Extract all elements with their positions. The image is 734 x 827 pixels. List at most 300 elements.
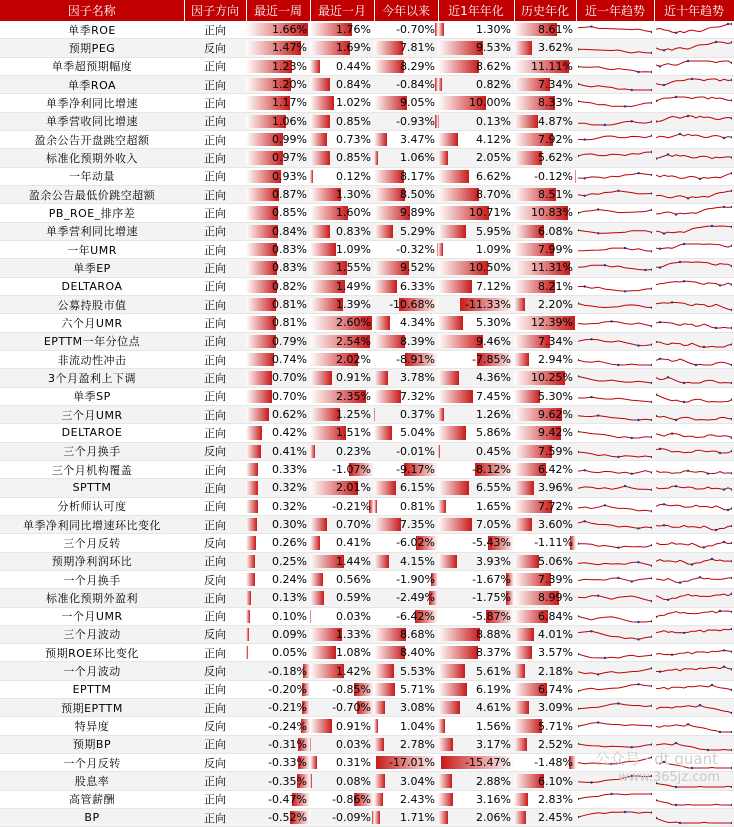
cell-y: [374, 240, 438, 258]
cell-w: [246, 277, 310, 295]
header-row: [0, 0, 734, 21]
cell-m: [310, 424, 374, 442]
value-bar: [514, 555, 539, 568]
value-bar: [310, 78, 330, 91]
cell-value: 1.65%: [476, 500, 514, 513]
cell-w: [246, 259, 310, 277]
cell-value: 6.15%: [400, 481, 438, 494]
value-bar: [438, 316, 463, 329]
cell-value: 4.61%: [476, 701, 514, 714]
cell-h: [514, 809, 576, 827]
table-row: [0, 625, 734, 643]
cell-value: 1.17%: [272, 96, 310, 109]
factor-name: 单季超预期幅度: [0, 57, 184, 75]
sparkline-1y: [576, 259, 654, 277]
table-row: [0, 204, 734, 222]
cell-h: [514, 112, 576, 130]
factor-name: DELTAROA: [0, 277, 184, 295]
sparkline-10y: [654, 369, 734, 387]
cell-value: 1.71%: [400, 811, 438, 824]
cell-m: [310, 130, 374, 148]
cell-w: [246, 662, 310, 680]
table-row: [0, 515, 734, 533]
value-bar: [438, 78, 442, 91]
sparkline-10y: [654, 277, 734, 295]
table-row: [0, 460, 734, 478]
cell-value: 8.37%: [476, 646, 514, 659]
cell-value: -0.32%: [396, 243, 438, 256]
sparkline-10y: [654, 21, 734, 39]
cell-value: 0.25%: [272, 555, 310, 568]
value-bar: [438, 793, 453, 806]
factor-name: 三个月反转: [0, 534, 184, 552]
factor-direction: 正向: [184, 314, 246, 332]
sparkline-10y: [654, 570, 734, 588]
cell-value: 2.78%: [400, 738, 438, 751]
cell-h: [514, 332, 576, 350]
cell-m: [310, 369, 374, 387]
sparkline-10y: [654, 625, 734, 643]
cell-w: [246, 21, 310, 39]
sparkline-1y: [576, 809, 654, 827]
cell-y: [374, 589, 438, 607]
cell-m: [310, 57, 374, 75]
cell-h: [514, 424, 576, 442]
cell-h: [514, 295, 576, 313]
cell-value: 8.17%: [400, 170, 438, 183]
value-bar: [374, 426, 392, 439]
sparkline-10y: [654, 809, 734, 827]
cell-value: 0.62%: [272, 408, 310, 421]
factor-name: 预期净利润环比: [0, 552, 184, 570]
cell-w: [246, 222, 310, 240]
cell-y: [374, 167, 438, 185]
cell-y1: [438, 112, 514, 130]
cell-value: 3.16%: [476, 793, 514, 806]
factor-name: 预期EPTTM: [0, 699, 184, 717]
cell-w: [246, 699, 310, 717]
cell-value: 5.86%: [476, 426, 514, 439]
table-row: [0, 570, 734, 588]
value-bar: [246, 445, 261, 458]
cell-h: [514, 21, 576, 39]
cell-y: [374, 112, 438, 130]
cell-m: [310, 259, 374, 277]
cell-value: 0.10%: [272, 610, 310, 623]
cell-m: [310, 75, 374, 93]
factor-direction: 正向: [184, 277, 246, 295]
value-bar: [310, 225, 330, 238]
cell-value: 6.42%: [538, 463, 576, 476]
value-bar: [310, 445, 315, 458]
value-bar: [246, 555, 255, 568]
value-bar: [514, 390, 540, 403]
sparkline-10y: [654, 552, 734, 570]
table-row: [0, 809, 734, 827]
cell-w: [246, 314, 310, 332]
cell-h: [514, 167, 576, 185]
sparkline-10y: [654, 607, 734, 625]
cell-value: 1.04%: [400, 720, 438, 733]
factor-name: EPTTM一年分位点: [0, 332, 184, 350]
cell-m: [310, 39, 374, 57]
cell-m: [310, 222, 374, 240]
cell-m: [310, 387, 374, 405]
cell-w: [246, 790, 310, 808]
cell-y: [374, 442, 438, 460]
table-row: [0, 552, 734, 570]
cell-y1: [438, 552, 514, 570]
factor-direction: 正向: [184, 589, 246, 607]
table-row: [0, 534, 734, 552]
cell-y1: [438, 277, 514, 295]
cell-value: 0.42%: [272, 426, 310, 439]
cell-value: 0.85%: [272, 206, 310, 219]
value-bar: [438, 774, 452, 787]
cell-y1: [438, 405, 514, 423]
cell-value: 9.89%: [400, 206, 438, 219]
table-body: [0, 21, 734, 827]
cell-m: [310, 149, 374, 167]
cell-y: [374, 699, 438, 717]
cell-y: [374, 94, 438, 112]
cell-value: 5.06%: [538, 555, 576, 568]
cell-y1: [438, 479, 514, 497]
cell-value: -0.84%: [396, 78, 438, 91]
cell-value: 10.50%: [469, 261, 514, 274]
cell-value: 3.60%: [538, 518, 576, 531]
cell-m: [310, 277, 374, 295]
cell-value: 7.45%: [476, 390, 514, 403]
factor-direction: 正向: [184, 790, 246, 808]
value-bar: [514, 811, 526, 824]
table-row: [0, 424, 734, 442]
cell-m: [310, 570, 374, 588]
table-row: [0, 589, 734, 607]
cell-y1: [438, 424, 514, 442]
cell-w: [246, 57, 310, 75]
cell-w: [246, 589, 310, 607]
sparkline-10y: [654, 644, 734, 662]
cell-h: [514, 75, 576, 93]
value-bar: [514, 738, 527, 751]
cell-value: 8.68%: [400, 628, 438, 641]
cell-value: -7.85%: [472, 353, 514, 366]
factor-direction: 反向: [184, 442, 246, 460]
cell-h: [514, 442, 576, 460]
value-bar: [514, 298, 525, 311]
cell-value: -0.20%: [268, 683, 310, 696]
cell-y1: [438, 167, 514, 185]
sparkline-1y: [576, 717, 654, 735]
sparkline-1y: [576, 589, 654, 607]
cell-h: [514, 735, 576, 753]
value-bar: [310, 518, 327, 531]
factor-name: DELTAROE: [0, 424, 184, 442]
sparkline-1y: [576, 625, 654, 643]
factor-name: 特异度: [0, 717, 184, 735]
factor-direction: 正向: [184, 204, 246, 222]
cell-w: [246, 387, 310, 405]
value-bar: [310, 756, 317, 769]
cell-value: 2.18%: [538, 665, 576, 678]
cell-value: 2.06%: [476, 811, 514, 824]
value-bar: [310, 170, 313, 183]
cell-value: 1.44%: [336, 555, 374, 568]
cell-value: -0.12%: [534, 170, 576, 183]
cell-value: -0.21%: [268, 701, 310, 714]
value-bar: [310, 774, 312, 787]
cell-value: 0.45%: [476, 445, 514, 458]
cell-value: 0.03%: [336, 738, 374, 751]
sparkline-1y: [576, 552, 654, 570]
cell-value: 0.84%: [336, 78, 374, 91]
cell-w: [246, 405, 310, 423]
table-row: [0, 717, 734, 735]
cell-w: [246, 680, 310, 698]
header-10y-trend: 近十年趋势: [654, 0, 734, 21]
cell-y1: [438, 790, 514, 808]
factor-name: 三个月机构覆盖: [0, 460, 184, 478]
factor-name: 单季ROE: [0, 21, 184, 39]
header-last-week: 最近一周: [246, 0, 310, 21]
cell-value: 0.87%: [272, 188, 310, 201]
sparkline-1y: [576, 479, 654, 497]
factor-direction: 正向: [184, 479, 246, 497]
value-bar: [310, 133, 327, 146]
factor-name: 单季净利同比增速环比变化: [0, 515, 184, 533]
cell-h: [514, 405, 576, 423]
cell-value: 11.31%: [531, 261, 576, 274]
cell-y1: [438, 369, 514, 387]
sparkline-10y: [654, 185, 734, 203]
value-bar: [310, 610, 311, 623]
cell-value: 7.34%: [538, 335, 576, 348]
value-bar: [310, 60, 320, 73]
cell-value: 2.94%: [538, 353, 576, 366]
sparkline-1y: [576, 442, 654, 460]
sparkline-10y: [654, 94, 734, 112]
table-row: [0, 680, 734, 698]
watermark-account: 公众号 · dt quant: [595, 748, 718, 769]
sparkline-10y: [654, 387, 734, 405]
cell-h: [514, 57, 576, 75]
cell-value: 1.60%: [336, 206, 374, 219]
cell-value: 0.79%: [272, 335, 310, 348]
sparkline-10y: [654, 149, 734, 167]
value-bar: [310, 151, 330, 164]
cell-value: -6.02%: [396, 536, 438, 549]
value-bar: [514, 628, 534, 641]
value-bar: [374, 701, 385, 714]
cell-m: [310, 442, 374, 460]
factor-direction: 正向: [184, 240, 246, 258]
value-bar: [438, 60, 479, 73]
cell-h: [514, 772, 576, 790]
value-bar: [246, 426, 262, 439]
cell-m: [310, 607, 374, 625]
header-1y-annualized: 近1年年化: [438, 0, 514, 21]
cell-value: -0.33%: [268, 756, 310, 769]
cell-value: -1.11%: [534, 536, 576, 549]
value-bar: [438, 628, 480, 641]
cell-value: 0.30%: [272, 518, 310, 531]
cell-h: [514, 497, 576, 515]
factor-name: SPTTM: [0, 479, 184, 497]
factor-direction: 反向: [184, 625, 246, 643]
cell-m: [310, 350, 374, 368]
cell-y1: [438, 497, 514, 515]
cell-y1: [438, 442, 514, 460]
factor-name: 单季营收同比增速: [0, 112, 184, 130]
cell-y: [374, 735, 438, 753]
cell-m: [310, 809, 374, 827]
cell-value: 9.53%: [476, 41, 514, 54]
table-row: [0, 149, 734, 167]
cell-value: 6.55%: [476, 481, 514, 494]
sparkline-10y: [654, 717, 734, 735]
cell-m: [310, 185, 374, 203]
cell-h: [514, 149, 576, 167]
cell-value: 1.56%: [476, 720, 514, 733]
value-bar: [514, 481, 534, 494]
factor-direction: 正向: [184, 772, 246, 790]
cell-value: 0.05%: [272, 646, 310, 659]
table-row: [0, 130, 734, 148]
header-ytd: 今年以来: [374, 0, 438, 21]
factor-name: 三个月UMR: [0, 405, 184, 423]
table-row: [0, 240, 734, 258]
cell-w: [246, 497, 310, 515]
cell-y1: [438, 662, 514, 680]
cell-w: [246, 809, 310, 827]
cell-m: [310, 112, 374, 130]
cell-w: [246, 332, 310, 350]
cell-value: -0.24%: [268, 720, 310, 733]
value-bar: [438, 445, 440, 458]
factor-direction: 正向: [184, 185, 246, 203]
value-bar: [374, 371, 388, 384]
cell-y1: [438, 680, 514, 698]
sparkline-1y: [576, 240, 654, 258]
cell-value: 1.51%: [336, 426, 374, 439]
value-bar: [374, 555, 389, 568]
cell-w: [246, 735, 310, 753]
cell-value: 7.34%: [538, 78, 576, 91]
cell-y: [374, 21, 438, 39]
cell-y: [374, 332, 438, 350]
cell-value: 5.53%: [400, 665, 438, 678]
sparkline-1y: [576, 167, 654, 185]
sparkline-1y: [576, 680, 654, 698]
cell-w: [246, 39, 310, 57]
cell-value: 1.69%: [336, 41, 374, 54]
factor-direction: 正向: [184, 130, 246, 148]
cell-m: [310, 644, 374, 662]
cell-value: 0.26%: [272, 536, 310, 549]
cell-y: [374, 295, 438, 313]
sparkline-1y: [576, 424, 654, 442]
sparkline-1y: [576, 497, 654, 515]
value-bar: [438, 408, 444, 421]
factor-direction: 反向: [184, 39, 246, 57]
cell-y: [374, 607, 438, 625]
cell-y1: [438, 94, 514, 112]
value-bar: [374, 774, 385, 787]
sparkline-10y: [654, 424, 734, 442]
factor-direction: 正向: [184, 699, 246, 717]
factor-direction: 正向: [184, 552, 246, 570]
cell-value: 1.06%: [272, 115, 310, 128]
cell-y1: [438, 570, 514, 588]
cell-value: 0.33%: [272, 463, 310, 476]
cell-h: [514, 552, 576, 570]
factor-direction: 正向: [184, 735, 246, 753]
value-bar: [438, 646, 478, 659]
sparkline-10y: [654, 479, 734, 497]
cell-y: [374, 644, 438, 662]
cell-value: 5.95%: [476, 225, 514, 238]
table-row: [0, 442, 734, 460]
cell-m: [310, 94, 374, 112]
cell-value: 1.47%: [272, 41, 310, 54]
table-row: [0, 314, 734, 332]
sparkline-1y: [576, 607, 654, 625]
cell-value: 0.24%: [272, 573, 310, 586]
sparkline-10y: [654, 75, 734, 93]
value-bar: [438, 719, 445, 732]
cell-h: [514, 607, 576, 625]
cell-value: 10.00%: [469, 96, 514, 109]
factor-name: 高管薪酬: [0, 790, 184, 808]
sparkline-1y: [576, 570, 654, 588]
factor-name: 标准化预期外收入: [0, 149, 184, 167]
value-bar: [374, 811, 380, 824]
cell-y: [374, 387, 438, 405]
cell-value: -10.68%: [389, 298, 438, 311]
value-bar: [438, 500, 446, 513]
cell-value: 0.32%: [272, 500, 310, 513]
factor-direction: 正向: [184, 350, 246, 368]
sparkline-1y: [576, 57, 654, 75]
factor-name: 三个月换手: [0, 442, 184, 460]
cell-value: 0.13%: [476, 115, 514, 128]
cell-value: 6.08%: [538, 225, 576, 238]
factor-name: 3个月盈利上下调: [0, 369, 184, 387]
cell-h: [514, 589, 576, 607]
cell-value: -0.09%: [332, 811, 374, 824]
cell-value: 7.32%: [400, 390, 438, 403]
factor-name: 一个月反转: [0, 754, 184, 772]
cell-y: [374, 552, 438, 570]
cell-m: [310, 240, 374, 258]
value-bar: [246, 518, 257, 531]
cell-y1: [438, 204, 514, 222]
value-bar: [438, 243, 443, 256]
cell-value: 1.33%: [336, 628, 374, 641]
cell-value: 0.03%: [336, 610, 374, 623]
cell-value: -0.35%: [268, 775, 310, 788]
cell-y: [374, 809, 438, 827]
cell-h: [514, 625, 576, 643]
table-row: [0, 644, 734, 662]
cell-value: 3.96%: [538, 481, 576, 494]
value-bar: [438, 738, 453, 751]
cell-y1: [438, 295, 514, 313]
cell-value: 2.52%: [538, 738, 576, 751]
cell-value: 1.76%: [336, 23, 374, 36]
cell-w: [246, 167, 310, 185]
